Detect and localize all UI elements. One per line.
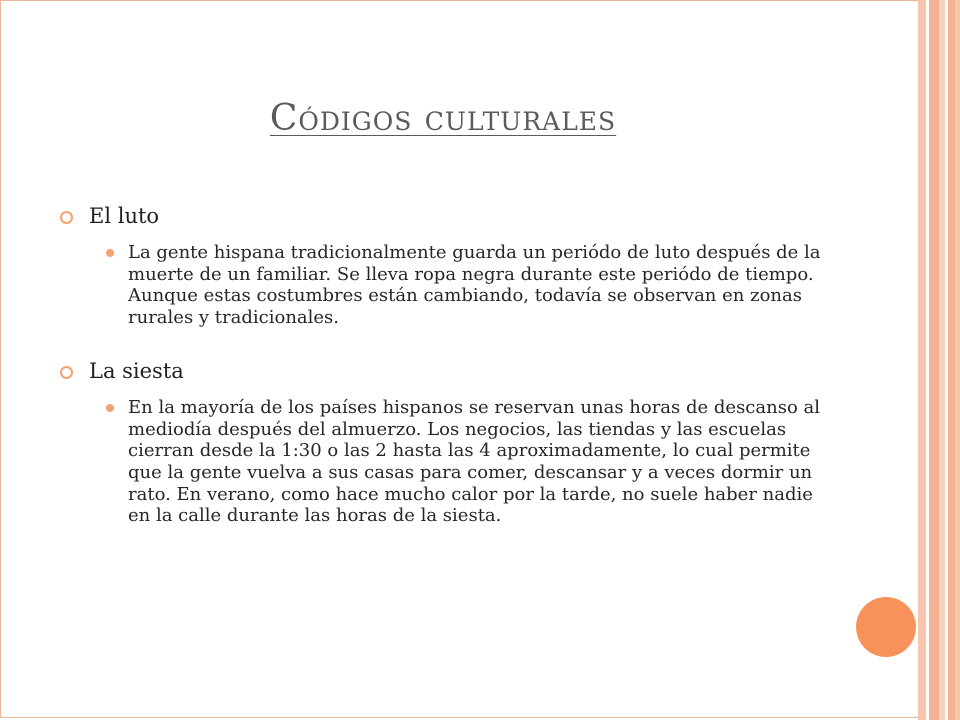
slide-title: Códigos culturales [269, 98, 617, 139]
section-la-siesta [60, 357, 840, 527]
bullet-body [106, 242, 840, 329]
ring-bullet-icon [60, 366, 73, 379]
stripe [918, 0, 926, 720]
bullet-heading [60, 202, 840, 230]
ring-bullet-icon [60, 211, 73, 224]
stripe [948, 0, 955, 720]
body-text: En la mayoría de los países hispanos se reservan unas horas de descanso al mediodía después del almuerzo. Los negocios, las tiendas y las escuelas cierran desde la 1:30 o las 2 hasta las 4 aproximadamente, lo cual permite que la gente vuelva a sus casas para comer, descansar y a veces dormir un rato. En verano, como hace mucho calor por la tarde, no suele haber nadie en la calle durante las horas de la siesta. [128, 396, 820, 527]
stripe [955, 0, 960, 720]
slide-content [60, 202, 840, 527]
accent-circle [856, 597, 916, 657]
body-text: La gente hispana tradicionalmente guarda un periódo de luto después de la muerte de un familiar. Se lleva ropa negra durante este periódo de tiempo. Aunque estas costumbres están cambiando, todavía se observan en zonas rurales y tradicionales. [128, 242, 821, 329]
stripe [929, 0, 939, 720]
dot-bullet-icon [106, 249, 114, 257]
bullet-body [106, 397, 840, 527]
heading-text: La siesta [89, 358, 184, 383]
heading-text: El luto [89, 204, 160, 228]
dot-bullet-icon [106, 404, 114, 412]
decorative-stripe-band [918, 0, 960, 720]
bullet-heading [60, 357, 840, 385]
section-el-luto [60, 202, 840, 329]
